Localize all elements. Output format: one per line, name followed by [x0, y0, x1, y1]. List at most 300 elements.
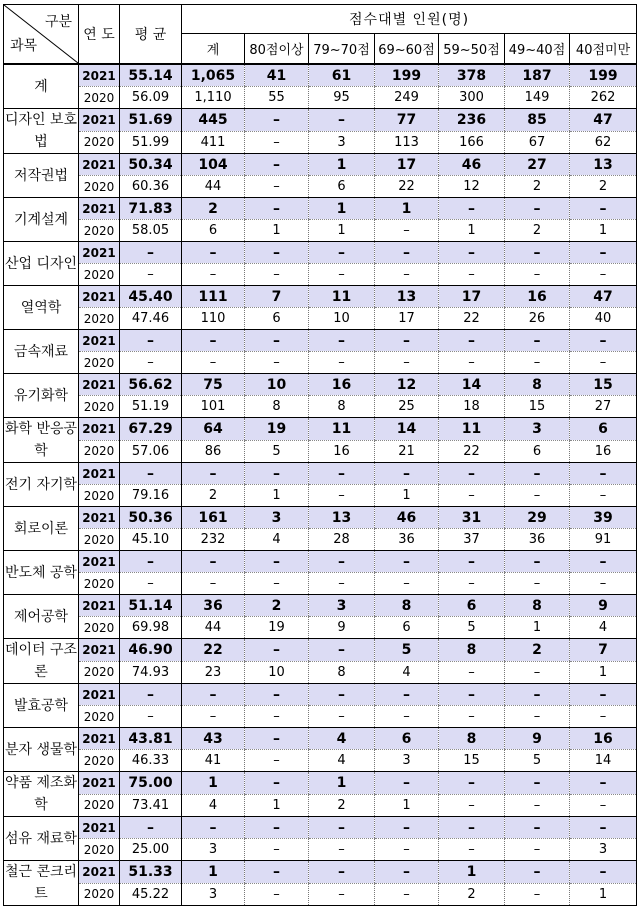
count-cell: – [505, 264, 570, 286]
count-cell: 16 [570, 728, 637, 750]
count-cell: – [505, 794, 570, 817]
count-cell: 55 [245, 87, 309, 109]
count-cell: 4 [309, 750, 375, 772]
count-cell: 41 [182, 750, 245, 772]
table-row [4, 109, 637, 132]
count-cell: 378 [439, 64, 505, 87]
count-cell: – [309, 330, 375, 352]
count-cell: – [439, 463, 505, 485]
count-cell: 1,110 [182, 87, 245, 109]
count-cell: 3 [570, 839, 637, 861]
count-cell: 2 [439, 883, 505, 906]
count-cell: – [309, 485, 375, 507]
header-subject-label: 과목 [10, 38, 38, 54]
count-cell: 40 [570, 308, 637, 330]
count-cell: 1 [439, 220, 505, 242]
count-cell: – [375, 772, 439, 795]
count-cell: 27 [570, 396, 637, 418]
count-cell: 17 [375, 154, 439, 176]
count-cell: 91 [570, 529, 637, 551]
count-cell: 14 [439, 374, 505, 396]
count-cell: 411 [182, 131, 245, 154]
table-row [4, 794, 637, 817]
count-cell: 1 [309, 198, 375, 220]
table-row [4, 463, 637, 485]
table-row [4, 154, 637, 176]
count-cell: – [309, 639, 375, 662]
score-distribution-table-wrapper [3, 4, 636, 920]
table-row [4, 706, 637, 728]
count-cell: 22 [375, 176, 439, 198]
count-cell: – [245, 551, 309, 573]
count-cell: – [439, 684, 505, 706]
average-cell: – [120, 330, 182, 352]
average-cell: 51.33 [120, 861, 182, 884]
year-cell: 2021 [79, 861, 120, 884]
count-cell: 4 [182, 794, 245, 817]
count-cell: – [182, 242, 245, 264]
count-cell: 249 [375, 87, 439, 109]
count-cell: 6 [375, 617, 439, 639]
count-cell: – [570, 330, 637, 352]
table-row [4, 440, 637, 463]
header-score-group: 점수대별 인원(명) [182, 5, 637, 34]
subject-name: 기계설계 [4, 198, 79, 242]
table-row [4, 264, 637, 286]
header-average: 평 균 [120, 5, 182, 65]
table-row [4, 684, 637, 706]
count-cell: – [182, 551, 245, 573]
count-cell: 12 [439, 176, 505, 198]
count-cell: 11 [309, 418, 375, 441]
count-cell: – [505, 817, 570, 839]
count-cell: – [309, 861, 375, 884]
count-cell: – [505, 330, 570, 352]
count-cell: – [505, 485, 570, 507]
header-year: 연 도 [79, 5, 120, 65]
count-cell: – [439, 817, 505, 839]
average-cell: 51.19 [120, 396, 182, 418]
average-cell: 69.98 [120, 617, 182, 639]
subject-name: 회로이론 [4, 507, 79, 551]
count-cell: – [375, 573, 439, 595]
count-cell: 15 [505, 396, 570, 418]
average-cell: 55.14 [120, 64, 182, 87]
year-cell: 2020 [79, 352, 120, 374]
subject-name: 제어공학 [4, 595, 79, 639]
header-score-col: 59~50점 [439, 34, 505, 65]
count-cell: 47 [570, 109, 637, 132]
year-cell: 2021 [79, 418, 120, 441]
count-cell: 85 [505, 109, 570, 132]
average-cell: 67.29 [120, 418, 182, 441]
count-cell: – [182, 684, 245, 706]
count-cell: – [375, 839, 439, 861]
year-cell: 2021 [79, 154, 120, 176]
count-cell: – [375, 861, 439, 884]
count-cell: – [439, 772, 505, 795]
count-cell: 37 [439, 529, 505, 551]
count-cell: – [570, 463, 637, 485]
count-cell: 3 [309, 595, 375, 617]
table-row [4, 573, 637, 595]
count-cell: – [309, 463, 375, 485]
count-cell: 16 [309, 440, 375, 463]
count-cell: – [439, 264, 505, 286]
year-cell: 2021 [79, 374, 120, 396]
table-row [4, 286, 637, 308]
year-cell: 2020 [79, 529, 120, 551]
count-cell: 111 [182, 286, 245, 308]
count-cell: – [570, 573, 637, 595]
year-cell: 2020 [79, 573, 120, 595]
count-cell: 236 [439, 109, 505, 132]
count-cell: – [375, 463, 439, 485]
count-cell: – [245, 176, 309, 198]
table-row [4, 839, 637, 861]
year-cell: 2020 [79, 883, 120, 906]
count-cell: – [570, 772, 637, 795]
count-cell: 6 [182, 220, 245, 242]
count-cell: 3 [309, 131, 375, 154]
count-cell: 8 [439, 639, 505, 662]
average-cell: 60.36 [120, 176, 182, 198]
count-cell: 445 [182, 109, 245, 132]
count-cell: – [505, 661, 570, 684]
count-cell: 86 [182, 440, 245, 463]
count-cell: 1 [182, 861, 245, 884]
count-cell: – [439, 330, 505, 352]
subject-name: 화학 반응공학 [4, 418, 79, 463]
count-cell: 3 [182, 883, 245, 906]
count-cell: 62 [570, 131, 637, 154]
average-cell: 51.14 [120, 595, 182, 617]
year-cell: 2021 [79, 198, 120, 220]
average-cell: 43.81 [120, 728, 182, 750]
count-cell: 11 [439, 418, 505, 441]
count-cell: 4 [245, 529, 309, 551]
count-cell: 6 [375, 728, 439, 750]
table-row [4, 220, 637, 242]
count-cell: – [505, 861, 570, 884]
table-row [4, 198, 637, 220]
count-cell: 199 [570, 64, 637, 87]
year-cell: 2020 [79, 750, 120, 772]
count-cell: 22 [182, 639, 245, 662]
count-cell: 101 [182, 396, 245, 418]
count-cell: 29 [505, 507, 570, 529]
year-cell: 2021 [79, 330, 120, 352]
count-cell: 13 [570, 154, 637, 176]
table-row [4, 485, 637, 507]
count-cell: 25 [375, 396, 439, 418]
table-row [4, 418, 637, 441]
count-cell: – [309, 684, 375, 706]
count-cell: 15 [570, 374, 637, 396]
count-cell: 36 [375, 529, 439, 551]
count-cell: – [439, 573, 505, 595]
count-cell: 1 [375, 485, 439, 507]
count-cell: – [505, 198, 570, 220]
count-cell: – [245, 242, 309, 264]
count-cell: 8 [245, 396, 309, 418]
table-row [4, 87, 637, 109]
subject-name: 계 [4, 64, 79, 109]
count-cell: 16 [309, 374, 375, 396]
average-cell: 51.69 [120, 109, 182, 132]
count-cell: 14 [375, 418, 439, 441]
count-cell: 104 [182, 154, 245, 176]
count-cell: 149 [505, 87, 570, 109]
count-cell: 27 [505, 154, 570, 176]
count-cell: – [375, 684, 439, 706]
count-cell: – [245, 131, 309, 154]
average-cell: 79.16 [120, 485, 182, 507]
average-cell: 71.83 [120, 198, 182, 220]
count-cell: – [505, 772, 570, 795]
count-cell: 23 [182, 661, 245, 684]
count-cell: – [245, 839, 309, 861]
count-cell: 26 [505, 308, 570, 330]
average-cell: 47.46 [120, 308, 182, 330]
year-cell: 2020 [79, 794, 120, 817]
count-cell: 13 [375, 286, 439, 308]
count-cell: – [309, 839, 375, 861]
count-cell: 6 [245, 308, 309, 330]
count-cell: – [182, 352, 245, 374]
subject-name: 반도체 공학 [4, 551, 79, 595]
count-cell: – [570, 485, 637, 507]
subject-name: 저작권법 [4, 154, 79, 198]
count-cell: – [245, 352, 309, 374]
count-cell: – [245, 264, 309, 286]
subject-name: 전기 자기학 [4, 463, 79, 507]
year-cell: 2020 [79, 264, 120, 286]
count-cell: 1 [309, 772, 375, 795]
count-cell: 2 [505, 176, 570, 198]
count-cell: 95 [309, 87, 375, 109]
count-cell: – [375, 551, 439, 573]
year-cell: 2021 [79, 728, 120, 750]
table-row [4, 551, 637, 573]
count-cell: – [245, 330, 309, 352]
average-cell: 50.34 [120, 154, 182, 176]
count-cell: 2 [182, 198, 245, 220]
count-cell: 7 [245, 286, 309, 308]
count-cell: 6 [570, 418, 637, 441]
count-cell: – [570, 242, 637, 264]
table-row [4, 529, 637, 551]
count-cell: – [245, 706, 309, 728]
count-cell: – [182, 330, 245, 352]
average-cell: 73.41 [120, 794, 182, 817]
average-cell: – [120, 684, 182, 706]
count-cell: – [309, 109, 375, 132]
year-cell: 2020 [79, 485, 120, 507]
count-cell: – [245, 154, 309, 176]
count-cell: – [505, 883, 570, 906]
header-score-col: 79~70점 [309, 34, 375, 65]
count-cell: – [182, 817, 245, 839]
count-cell: 21 [375, 440, 439, 463]
count-cell: 1 [505, 617, 570, 639]
table-row [4, 817, 637, 839]
subject-name: 디자인 보호법 [4, 109, 79, 154]
count-cell: 43 [182, 728, 245, 750]
count-cell: – [375, 242, 439, 264]
count-cell: 36 [505, 529, 570, 551]
count-cell: 9 [505, 728, 570, 750]
table-row [4, 396, 637, 418]
count-cell: – [309, 817, 375, 839]
year-cell: 2021 [79, 507, 120, 529]
count-cell: 19 [245, 418, 309, 441]
subject-name: 분자 생물학 [4, 728, 79, 772]
table-row [4, 64, 637, 87]
count-cell: – [570, 551, 637, 573]
average-cell: 46.90 [120, 639, 182, 662]
count-cell: – [375, 330, 439, 352]
count-cell: – [375, 817, 439, 839]
count-cell: 232 [182, 529, 245, 551]
count-cell: 77 [375, 109, 439, 132]
year-cell: 2021 [79, 817, 120, 839]
year-cell: 2021 [79, 64, 120, 87]
count-cell: 5 [245, 440, 309, 463]
table-body [4, 64, 637, 906]
table-row [4, 861, 637, 884]
count-cell: 36 [182, 595, 245, 617]
year-cell: 2021 [79, 551, 120, 573]
average-cell: 50.36 [120, 507, 182, 529]
count-cell: – [439, 198, 505, 220]
average-cell: 45.10 [120, 529, 182, 551]
count-cell: 10 [245, 661, 309, 684]
count-cell: 6 [439, 595, 505, 617]
count-cell: 1 [570, 883, 637, 906]
count-cell: 199 [375, 64, 439, 87]
count-cell: 44 [182, 617, 245, 639]
count-cell: – [245, 817, 309, 839]
average-cell: – [120, 817, 182, 839]
score-distribution-table [3, 4, 637, 906]
count-cell: 46 [439, 154, 505, 176]
average-cell: – [120, 352, 182, 374]
count-cell: – [439, 839, 505, 861]
count-cell: 4 [375, 661, 439, 684]
average-cell: 46.33 [120, 750, 182, 772]
subject-name: 섬유 재료학 [4, 817, 79, 861]
count-cell: – [182, 706, 245, 728]
count-cell: – [309, 352, 375, 374]
count-cell: – [245, 750, 309, 772]
subject-name: 발효공학 [4, 684, 79, 728]
header-score-col: 69~60점 [375, 34, 439, 65]
count-cell: 2 [505, 639, 570, 662]
average-cell: – [120, 551, 182, 573]
count-cell: 9 [570, 595, 637, 617]
count-cell: – [439, 242, 505, 264]
table-header [4, 5, 637, 65]
count-cell: 19 [245, 617, 309, 639]
year-cell: 2020 [79, 220, 120, 242]
count-cell: 17 [439, 286, 505, 308]
header-subject-group-cell [4, 5, 79, 65]
count-cell: 3 [375, 750, 439, 772]
count-cell: 1 [309, 220, 375, 242]
average-cell: 57.06 [120, 440, 182, 463]
table-row [4, 176, 637, 198]
year-cell: 2021 [79, 242, 120, 264]
header-row-1 [4, 5, 637, 34]
count-cell: 8 [309, 396, 375, 418]
year-cell: 2020 [79, 176, 120, 198]
header-group-label: 구분 [44, 14, 72, 30]
table-row [4, 507, 637, 529]
count-cell: – [375, 883, 439, 906]
count-cell: 28 [309, 529, 375, 551]
year-cell: 2020 [79, 706, 120, 728]
count-cell: 16 [570, 440, 637, 463]
count-cell: – [505, 706, 570, 728]
header-score-col: 계 [182, 34, 245, 65]
count-cell: 31 [439, 507, 505, 529]
table-row [4, 883, 637, 906]
count-cell: 2 [570, 176, 637, 198]
count-cell: 110 [182, 308, 245, 330]
count-cell: 75 [182, 374, 245, 396]
average-cell: 56.09 [120, 87, 182, 109]
header-score-col: 49~40점 [505, 34, 570, 65]
count-cell: – [505, 463, 570, 485]
subject-name: 산업 디자인 [4, 242, 79, 286]
average-cell: 56.62 [120, 374, 182, 396]
count-cell: 64 [182, 418, 245, 441]
count-cell: 1 [375, 198, 439, 220]
count-cell: – [182, 264, 245, 286]
year-cell: 2020 [79, 87, 120, 109]
count-cell: 13 [309, 507, 375, 529]
count-cell: – [245, 109, 309, 132]
table-row [4, 750, 637, 772]
year-cell: 2021 [79, 684, 120, 706]
count-cell: 187 [505, 64, 570, 87]
count-cell: 7 [570, 639, 637, 662]
average-cell: 45.40 [120, 286, 182, 308]
count-cell: – [245, 772, 309, 795]
count-cell: 2 [505, 220, 570, 242]
count-cell: 5 [505, 750, 570, 772]
count-cell: – [309, 706, 375, 728]
count-cell: 300 [439, 87, 505, 109]
average-cell: 58.05 [120, 220, 182, 242]
count-cell: 10 [245, 374, 309, 396]
count-cell: 67 [505, 131, 570, 154]
count-cell: 2 [182, 485, 245, 507]
count-cell: – [309, 573, 375, 595]
average-cell: – [120, 264, 182, 286]
table-row [4, 661, 637, 684]
count-cell: 6 [309, 176, 375, 198]
average-cell: – [120, 242, 182, 264]
count-cell: – [245, 684, 309, 706]
count-cell: 5 [375, 639, 439, 662]
count-cell: – [245, 883, 309, 906]
average-cell: 74.93 [120, 661, 182, 684]
table-row [4, 728, 637, 750]
year-cell: 2020 [79, 839, 120, 861]
count-cell: – [570, 264, 637, 286]
